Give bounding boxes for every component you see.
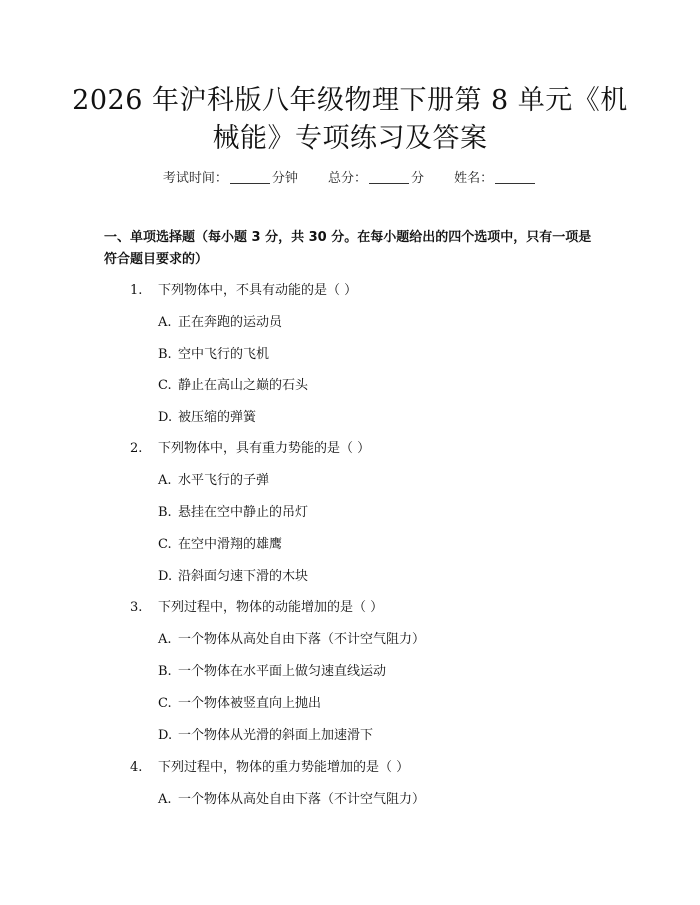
question-4-option-a [158,791,425,809]
total-score-blank [369,183,409,184]
question-2-option-a [158,472,269,490]
question-4 [130,759,409,777]
option-letter: D. [158,569,173,584]
question-2-option-d [158,568,308,586]
option-letter: B. [158,505,172,520]
question-1-option-c [158,377,308,395]
question-number: 4. [130,760,143,775]
question-2-option-c [158,536,282,554]
exam-info-line [0,167,700,186]
option-letter: D. [158,410,173,425]
option-text: 一个物体被竖直向上抛出 [178,696,322,711]
option-text: 被压缩的弹簧 [178,410,257,425]
exam-time-blank [230,183,270,184]
option-letter: D. [158,728,173,743]
total-score-field [328,171,424,186]
total-score-label: 总分： [327,171,367,186]
option-letter: C. [158,378,172,393]
option-text: 空中飞行的飞机 [178,347,270,362]
question-3-option-c [158,695,321,713]
question-2 [130,440,370,458]
option-letter: A. [158,632,172,647]
name-label: 姓名： [454,171,494,186]
question-1-option-d [158,409,256,427]
question-stem: 下列物体中，不具有动能的是（ ） [158,283,358,298]
option-letter: C. [158,696,172,711]
question-1 [130,282,357,300]
option-text: 在空中滑翔的雄鹰 [178,537,283,552]
document-title [70,82,630,158]
question-number: 3. [130,600,143,615]
question-3-option-d [158,727,373,745]
option-text: 水平飞行的子弹 [178,473,270,488]
option-text: 一个物体从高处自由下落（不计空气阻力） [178,632,426,647]
question-3-option-b [158,663,386,681]
question-stem: 下列过程中，物体的动能增加的是（ ） [158,600,384,615]
option-letter: C. [158,537,172,552]
exam-time-field [163,171,298,186]
question-stem: 下列过程中，物体的重力势能增加的是（ ） [158,760,410,775]
option-letter: A. [158,792,172,807]
question-1-option-a [158,314,282,332]
option-text: 一个物体从光滑的斜面上加速滑下 [178,728,374,743]
exam-time-label: 考试时间： [162,171,228,186]
option-text: 悬挂在空中静止的吊灯 [178,505,309,520]
name-field [454,171,537,186]
option-text: 一个物体从高处自由下落（不计空气阻力） [178,792,426,807]
total-score-unit: 分 [411,171,425,186]
question-1-option-b [158,346,269,364]
question-3 [130,599,383,617]
question-number: 1. [130,283,143,298]
option-text: 沿斜面匀速下滑的木块 [178,569,309,584]
question-stem: 下列物体中，具有重力势能的是（ ） [158,441,371,456]
option-text: 正在奔跑的运动员 [178,315,283,330]
question-3-option-a [158,631,425,649]
question-number: 2. [130,441,143,456]
question-2-option-b [158,504,308,522]
title-line-1: 2026 年沪科版八年级物理下册第 8 单元《机 [72,85,628,116]
option-text: 静止在高山之巅的石头 [178,378,309,393]
option-letter: A. [158,315,172,330]
option-letter: A. [158,473,172,488]
option-letter: B. [158,347,172,362]
section-heading: 一、单项选择题（每小题 3 分，共 30 分。在每小题给出的四个选项中，只有一项是符合题目要求的） [104,230,592,267]
option-letter: B. [158,664,172,679]
title-line-2: 械能》专项练习及答案 [212,123,488,154]
exam-time-unit: 分钟 [271,171,298,186]
name-blank [495,183,535,184]
option-text: 一个物体在水平面上做匀速直线运动 [178,664,387,679]
